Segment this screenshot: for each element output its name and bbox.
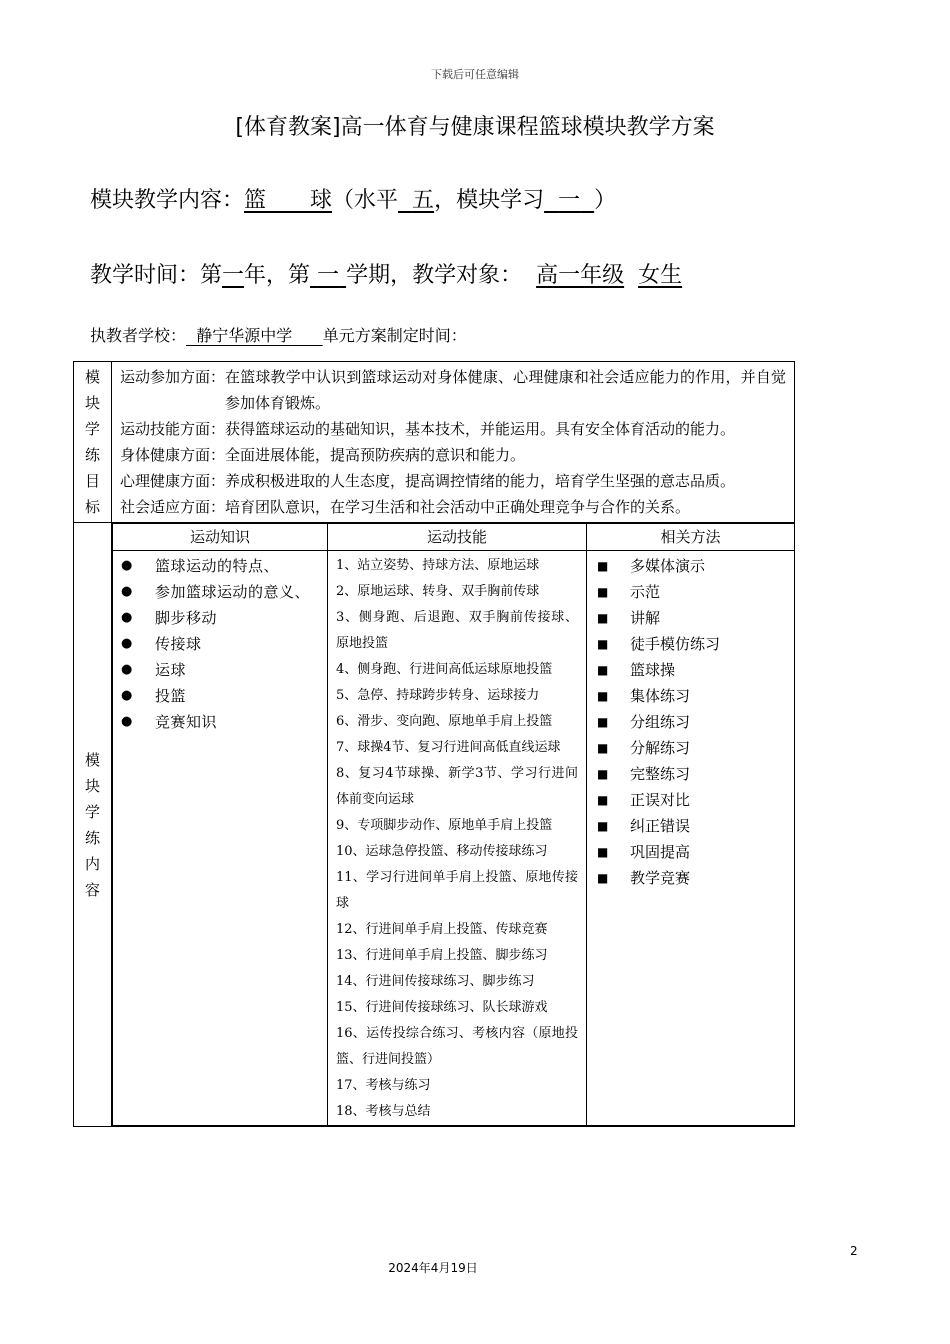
method-text: 完整练习 — [630, 765, 691, 783]
goal-value: 获得篮球运动的基础知识，基本技术，并能运用。具有安全体育活动的能力。 — [225, 420, 736, 438]
school-line — [90, 323, 467, 346]
square-bullet-icon: ■ — [597, 793, 609, 807]
lesson-plan-table — [73, 361, 795, 1127]
skill-item: 7、球操4节、复习行进间高低直线运球 — [336, 740, 561, 755]
knowledge-list — [113, 551, 328, 1126]
level-value: 五 — [412, 188, 435, 213]
knowledge-text: 传接球 — [155, 635, 202, 653]
method-item — [597, 761, 786, 787]
square-bullet-icon: ■ — [597, 871, 609, 885]
skill-item: 11、学习行进间单手肩上投篮、原地传接球 — [336, 870, 578, 911]
method-text: 示范 — [630, 583, 661, 601]
knowledge-text: 竞赛知识 — [155, 713, 218, 731]
content-body-row — [113, 551, 795, 1126]
method-item — [597, 813, 786, 839]
knowledge-item — [121, 709, 319, 735]
method-text: 集体练习 — [630, 687, 691, 705]
goal-value: 在篮球教学中认识到篮球运动对身体健康、心理健康和社会适应能力的作用，并自觉参加体育锻炼。 — [225, 368, 786, 412]
method-text: 讲解 — [630, 609, 661, 627]
goal-key: 社会适应方面： — [120, 498, 226, 516]
goal-value: 培育团队意识，在学习生活和社会活动中正确处理竞争与合作的关系。 — [225, 498, 691, 516]
goals-label-char: 模 — [84, 368, 100, 386]
skill-item: 9、专项脚步动作、原地单手肩上投篮 — [336, 818, 553, 833]
method-item — [597, 735, 786, 761]
bullet-icon: ● — [121, 636, 133, 651]
skill-item: 3、侧身跑、后退跑、双手胸前传接球、原地投篮 — [336, 610, 578, 651]
goal-key: 心理健康方面： — [120, 472, 226, 490]
goals-label-char: 标 — [84, 498, 100, 516]
bullet-icon: ● — [121, 688, 133, 703]
skill-item: 10、运球急停投篮、移动传接球练习 — [336, 844, 548, 859]
skill-item: 15、行进间传接球练习、队长球游戏 — [336, 1000, 548, 1015]
knowledge-item — [121, 605, 319, 631]
goals-label-char: 学 — [84, 420, 100, 438]
method-text: 教学竞赛 — [630, 869, 691, 887]
method-text: 多媒体演示 — [630, 557, 706, 575]
level-label: （水平 — [332, 188, 399, 213]
goal-item — [120, 416, 786, 442]
school-value: 静宁华源中学 — [196, 326, 293, 345]
goals-label-char: 目 — [84, 472, 100, 490]
gender-value: 女生 — [638, 263, 683, 288]
method-text: 分组练习 — [630, 713, 691, 731]
module-study-value: 一 — [558, 188, 581, 213]
goals-row — [74, 362, 795, 523]
method-text: 徒手模仿练习 — [630, 635, 721, 653]
knowledge-text: 运球 — [155, 661, 187, 679]
header-methods: 相关方法 — [587, 524, 795, 551]
square-bullet-icon: ■ — [597, 845, 609, 859]
square-bullet-icon: ■ — [597, 663, 609, 677]
method-text: 巩固提高 — [630, 843, 691, 861]
goal-value: 全面进展体能，提高预防疾病的意识和能力。 — [225, 446, 526, 464]
content-label-char: 模 — [84, 750, 100, 769]
header-skills: 运动技能 — [328, 524, 587, 551]
goal-value: 养成积极进取的人生态度，提高调控情绪的能力，培育学生坚强的意志品质。 — [225, 472, 736, 490]
method-item — [597, 579, 786, 605]
method-item — [597, 631, 786, 657]
method-item — [597, 657, 786, 683]
goals-label-char: 练 — [84, 446, 100, 464]
method-text: 分解练习 — [630, 739, 691, 757]
knowledge-item — [121, 553, 319, 579]
square-bullet-icon: ■ — [597, 741, 609, 755]
square-bullet-icon: ■ — [597, 585, 609, 599]
content-label-char: 容 — [84, 880, 100, 899]
square-bullet-icon: ■ — [597, 819, 609, 833]
method-text: 篮球操 — [630, 661, 676, 679]
teaching-time-label: 教学时间：第 — [90, 263, 223, 288]
goal-key: 运动技能方面： — [120, 420, 226, 438]
skill-item: 18、考核与总结 — [336, 1104, 431, 1119]
skills-list — [328, 551, 587, 1126]
content-inner-table — [112, 523, 794, 1126]
goals-label-char: 块 — [84, 394, 100, 412]
method-item — [597, 839, 786, 865]
term-label: 年，第 — [244, 263, 311, 288]
knowledge-text: 参加篮球运动的意义、 — [155, 583, 311, 601]
method-item — [597, 683, 786, 709]
square-bullet-icon: ■ — [597, 689, 609, 703]
skill-item: 13、行进间单手肩上投篮、脚步练习 — [336, 948, 548, 963]
content-label-char: 内 — [84, 854, 100, 873]
bullet-icon: ● — [121, 584, 133, 599]
square-bullet-icon: ■ — [597, 715, 609, 729]
term-value: 一 — [317, 263, 340, 288]
goal-item — [120, 468, 786, 494]
goal-key: 身体健康方面： — [120, 446, 226, 464]
header-knowledge: 运动知识 — [113, 524, 328, 551]
bullet-icon: ● — [121, 714, 133, 729]
methods-list — [587, 551, 795, 1126]
skill-item: 5、急停、持球跨步转身、运球接力 — [336, 688, 540, 703]
grade-value: 高一年级 — [536, 263, 625, 288]
bullet-icon: ● — [121, 558, 133, 573]
content-label-char: 块 — [84, 776, 100, 795]
skill-item: 14、行进间传接球练习、脚步练习 — [336, 974, 535, 989]
page-number: 2 — [850, 1244, 858, 1258]
knowledge-text: 脚步移动 — [155, 609, 218, 627]
target-label: 学期，教学对象： — [346, 263, 523, 288]
goals-section-label — [74, 362, 112, 523]
header-note: 下载后可任意编辑 — [431, 68, 519, 81]
module-study-label: ，模块学习 — [434, 188, 545, 213]
method-item — [597, 605, 786, 631]
skill-item: 12、行进间单手肩上投篮、传球竞赛 — [336, 922, 548, 937]
square-bullet-icon: ■ — [597, 767, 609, 781]
method-item — [597, 865, 786, 891]
method-item — [597, 709, 786, 735]
knowledge-item — [121, 631, 319, 657]
content-row — [74, 523, 795, 1127]
goal-key: 运动参加方面： — [120, 368, 226, 386]
teaching-time-line — [90, 258, 682, 289]
skill-item: 1、站立姿势、持球方法、原地运球 — [336, 558, 540, 573]
content-cell — [112, 523, 795, 1127]
method-item — [597, 553, 786, 579]
square-bullet-icon: ■ — [597, 611, 609, 625]
square-bullet-icon: ■ — [597, 559, 609, 573]
knowledge-text: 篮球运动的特点、 — [155, 557, 280, 575]
skill-item: 17、考核与练习 — [336, 1078, 431, 1093]
bullet-icon: ● — [121, 610, 133, 625]
plan-date-label: 单元方案制定时间： — [322, 326, 467, 345]
skill-item: 4、侧身跑、行进间高低运球原地投篮 — [336, 662, 553, 677]
skill-item: 8、复习4节球操、新学3节、学习行进间体前变向运球 — [336, 766, 578, 807]
method-item — [597, 787, 786, 813]
content-label-char: 学 — [84, 802, 100, 821]
goals-cell — [112, 362, 795, 523]
method-text: 正误对比 — [630, 791, 691, 809]
skill-item: 2、原地运球、转身、双手胸前传球 — [336, 584, 540, 599]
knowledge-item — [121, 579, 319, 605]
school-label: 执教者学校： — [90, 326, 187, 345]
method-text: 纠正错误 — [630, 817, 691, 835]
footer-date: 2024年4月19日 — [388, 1261, 478, 1275]
content-section-label — [74, 523, 112, 1127]
content-label-char: 练 — [84, 828, 100, 847]
goal-item — [120, 442, 786, 468]
module-subject: 篮 球 — [244, 188, 333, 213]
goal-item — [120, 364, 786, 416]
knowledge-item — [121, 683, 319, 709]
module-content-line — [90, 183, 616, 214]
year-value: 一 — [222, 263, 245, 288]
close-paren: ） — [594, 188, 617, 213]
bullet-icon: ● — [121, 662, 133, 677]
skill-item: 16、运传投综合练习、考核内容（原地投篮、行进间投篮） — [336, 1026, 578, 1067]
knowledge-text: 投篮 — [155, 687, 187, 705]
square-bullet-icon: ■ — [597, 637, 609, 651]
skill-item: 6、滑步、变向跑、原地单手肩上投篮 — [336, 714, 553, 729]
knowledge-item — [121, 657, 319, 683]
module-content-label: 模块教学内容： — [90, 188, 245, 213]
page-title: [体育教案]高一体育与健康课程篮球模块教学方案 — [235, 115, 715, 140]
content-header-row — [113, 524, 795, 551]
goal-item — [120, 494, 786, 520]
